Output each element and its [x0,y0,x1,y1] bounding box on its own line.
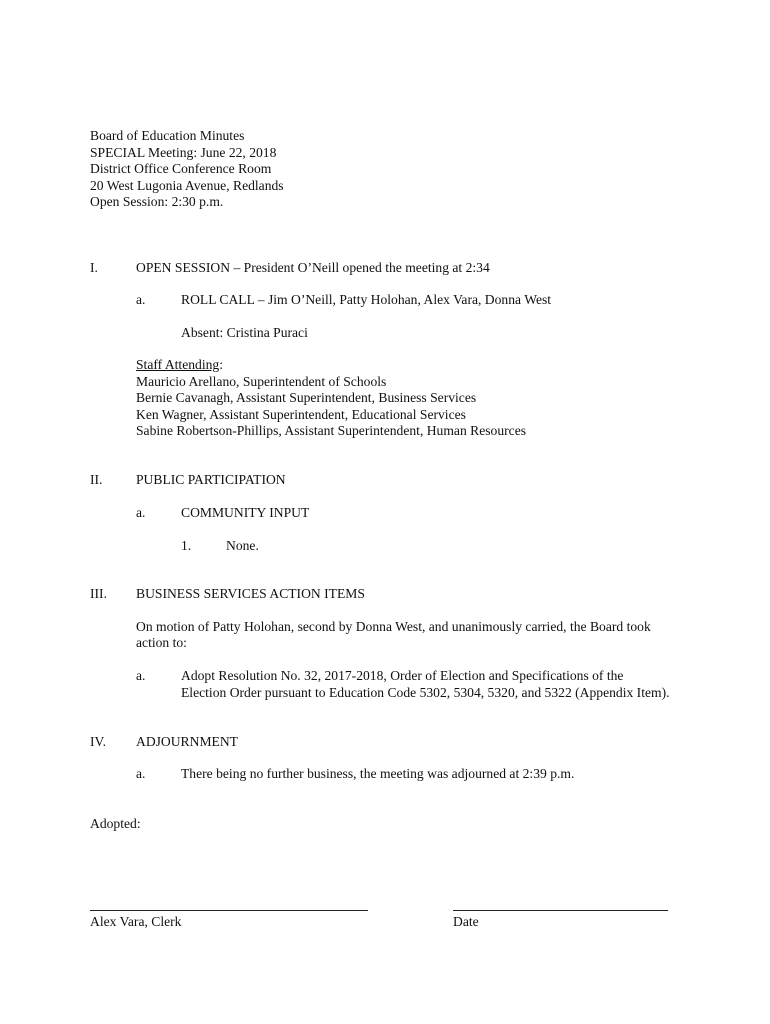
community-input-item: None. [226,538,259,553]
staff-member: Bernie Cavanagh, Assistant Superintendent, Business Services [136,390,477,405]
staff-attending-label: Staff Attending [136,357,220,372]
adopted-label: Adopted: [90,816,141,831]
section-1-title: OPEN SESSION – President O’Neill opened the meeting at 2:34 [136,260,490,275]
roll-call-letter: a. [136,292,146,307]
date-signature-line [453,910,668,911]
meeting-room: District Office Conference Room [90,161,272,176]
motion-text-line-2: action to: [136,635,187,650]
adjournment-letter: a. [136,766,146,781]
document-title: Board of Education Minutes [90,128,245,143]
absent-line: Absent: Cristina Puraci [181,325,308,340]
roll-call: ROLL CALL – Jim O’Neill, Patty Holohan, Alex Vara, Donna West [181,292,552,307]
open-session-time: Open Session: 2:30 p.m. [90,194,224,209]
action-item-line-2: Election Order pursuant to Education Code 5302, 5304, 5320, and 5322 (Appendix Item). [181,685,670,700]
section-1-number: I. [90,260,98,275]
community-input-item-number: 1. [181,538,192,553]
adjournment-text: There being no further business, the meeting was adjourned at 2:39 p.m. [181,766,575,781]
clerk-name: Alex Vara, Clerk [90,914,182,929]
clerk-signature-line [90,910,368,911]
staff-member: Sabine Robertson-Phillips, Assistant Superintendent, Human Resources [136,423,527,438]
section-3-number: III. [90,586,107,601]
section-4-title: ADJOURNMENT [136,734,238,749]
action-item-line-1: Adopt Resolution No. 32, 2017-2018, Order of Election and Specifications of the [181,668,624,683]
date-label: Date [453,914,479,929]
meeting-date: SPECIAL Meeting: June 22, 2018 [90,145,277,160]
section-3-title: BUSINESS SERVICES ACTION ITEMS [136,586,365,601]
staff-member: Mauricio Arellano, Superintendent of Schools [136,374,387,389]
section-2-title: PUBLIC PARTICIPATION [136,472,286,487]
staff-attending-colon: : [219,357,223,372]
meeting-address: 20 West Lugonia Avenue, Redlands [90,178,284,193]
staff-attending-heading [136,357,223,374]
section-2-number: II. [90,472,103,487]
section-4-number: IV. [90,734,106,749]
motion-text-line-1: On motion of Patty Holohan, second by Donna West, and unanimously carried, the Board took [136,619,651,634]
community-input: COMMUNITY INPUT [181,505,310,520]
action-item-letter: a. [136,668,146,683]
community-input-letter: a. [136,505,146,520]
staff-member: Ken Wagner, Assistant Superintendent, Educational Services [136,407,466,422]
